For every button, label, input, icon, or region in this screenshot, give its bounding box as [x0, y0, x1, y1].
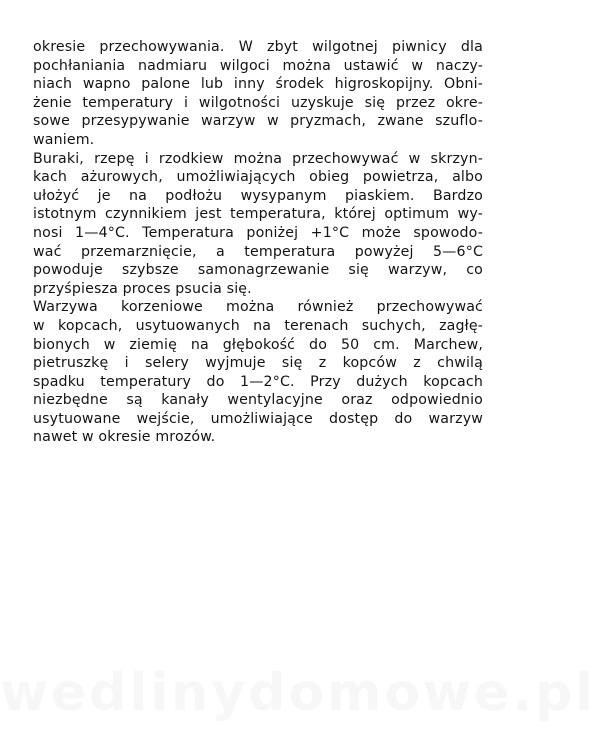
text-line: okresie przechowywania. W zbyt wilgotnej piwnicy dla	[33, 39, 483, 55]
paragraph-2	[33, 150, 483, 299]
text-line: nawet w okresie mrozów.	[33, 429, 216, 446]
text-line: przyśpiesza proces psucia się.	[33, 280, 252, 297]
text-line: ułożyć je na podłożu wysypanym piaskiem. Bardzo	[33, 187, 483, 204]
text-line: usytuowane wejście, umożliwiające dostęp do warzyw	[33, 410, 483, 427]
text-line: Buraki, rzepę i rzodkiew można przechowywać w skrzyn-	[33, 150, 483, 167]
text-line: spadku temperatury do 1—2°C. Przy dużych kopcach	[33, 373, 483, 390]
text-line: pochłaniania nadmiaru wilgoci można ustawić w naczy-	[33, 57, 483, 74]
text-line: bionych w ziemię na głębokość do 50 cm. Marchew,	[33, 336, 483, 353]
paragraph-3	[33, 298, 483, 447]
text-line: pietruszkę i selery wyjmuje się z kopców z chwilą	[33, 355, 483, 372]
text-line: żenie temperatury i wilgotności uzyskuje się przez okre-	[33, 94, 483, 111]
text-line: niezbędne są kanały wentylacyjne oraz odpowiednio	[33, 392, 483, 409]
text-line: powoduje szybsze samonagrzewanie się warzyw, co	[33, 262, 483, 279]
text-line: waniem.	[33, 131, 95, 148]
text-line: kach ażurowych, umożliwiających obieg powietrza, albo	[33, 169, 483, 186]
text-line: wać przemarznięcie, a temperatura powyżej 5—6°C	[33, 243, 483, 260]
text-line: w kopcach, usytuowanych na terenach suchych, zagłę-	[33, 317, 483, 334]
text-line: niach wapno palone lub inny środek higroskopijny. Obni-	[33, 76, 483, 93]
paragraph-1	[33, 38, 483, 150]
body-text	[33, 38, 483, 447]
text-line: istotnym czynnikiem jest temperatura, której optimum wy-	[33, 206, 483, 223]
text-line: nosi 1—4°C. Temperatura poniżej +1°C może spowodo-	[33, 224, 483, 241]
watermark: wedlinydomowe.pl	[0, 663, 596, 723]
text-line: sowe przesypywanie warzyw w pryzmach, zwane szuflo-	[33, 113, 483, 130]
text-line: Warzywa korzeniowe można również przechowywać	[33, 299, 483, 316]
